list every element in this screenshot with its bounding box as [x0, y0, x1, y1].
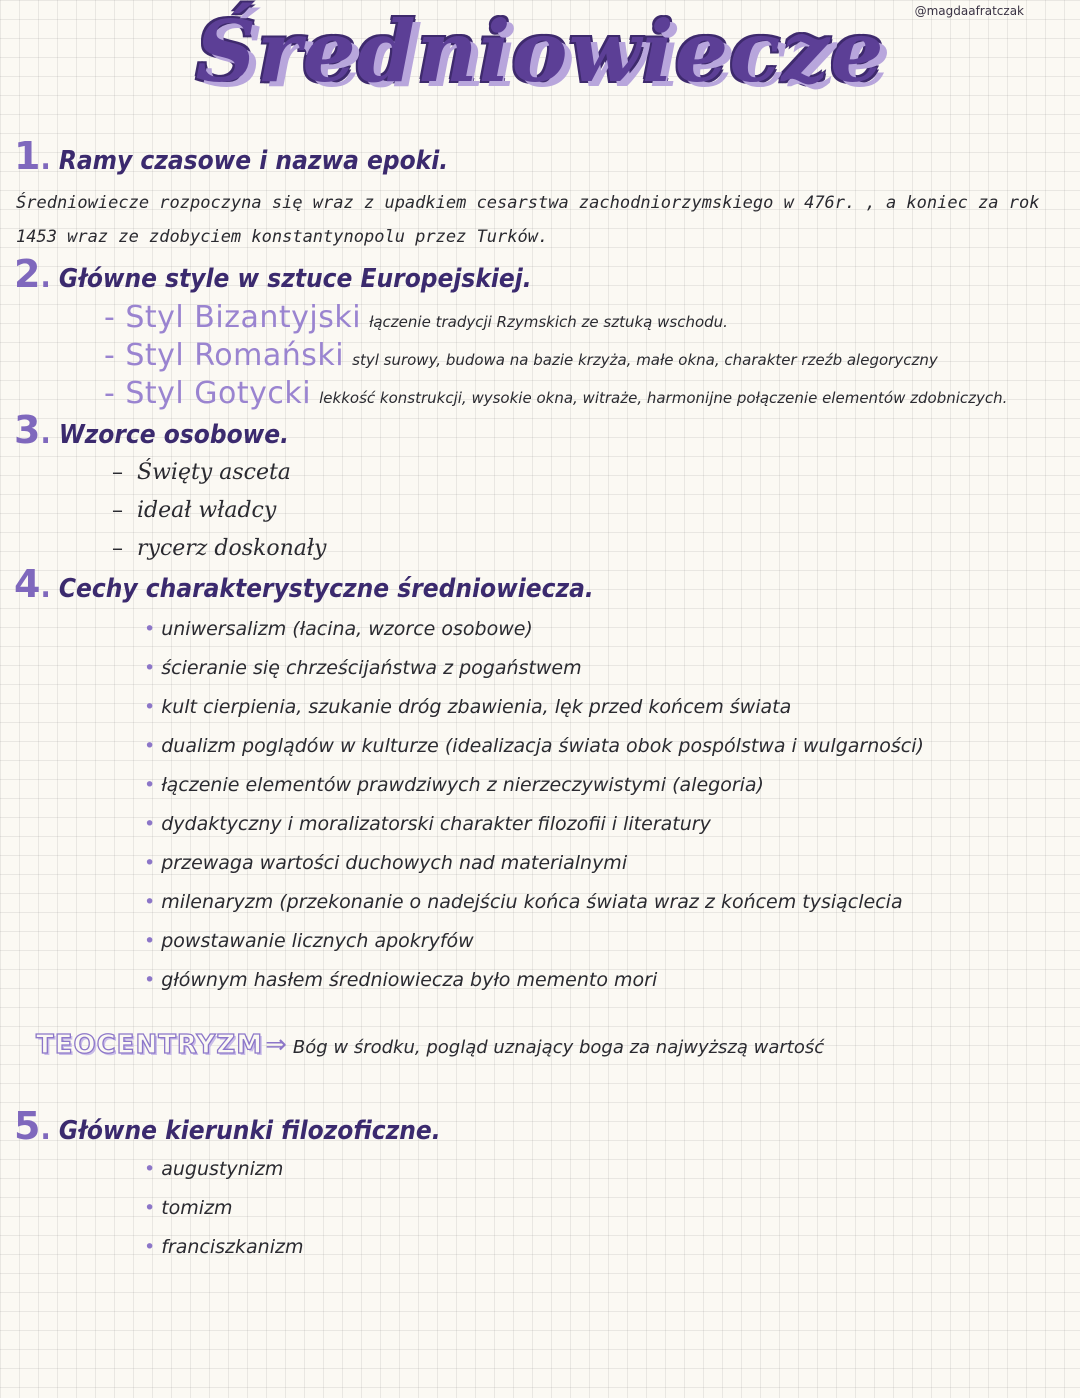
list-item: • dualizm poglądów w kulturze (idealizacja świata obok pospólstwa i wulgarności)	[144, 727, 924, 766]
list-item: – Święty asceta	[112, 454, 326, 492]
author-handle: @magdaafratczak	[914, 4, 1024, 18]
list-item: • uniwersalizm (łacina, wzorce osobowe)	[144, 610, 924, 649]
list-item: • ścieranie się chrześcijaństwa z pogaństwem	[144, 649, 924, 688]
section-1-dot: .	[40, 142, 51, 177]
arrow-right-icon: ⇒	[265, 1030, 287, 1060]
list-item: • łączenie elementów prawdziwych z nierzeczywistymi (alegoria)	[144, 766, 924, 805]
section-4-number: 4	[14, 562, 41, 606]
section-1-title: Ramy czasowe i nazwa epoki.	[58, 146, 449, 176]
section-4-heading	[14, 562, 594, 606]
style-desc: styl surowy, budowa na bazie krzyża, małe okna, charakter rzeźb alegoryczny	[352, 351, 938, 369]
section-1-number: 1	[14, 134, 41, 178]
style-row-gotycki	[104, 376, 1007, 411]
section-1-line-1: Średniowiecze rozpoczyna się wraz z upadkiem cesarstwa zachodniorzymskiego w 476r. , a koniec za rok	[16, 193, 1040, 213]
list-item: • powstawanie licznych apokryfów	[144, 922, 924, 961]
list-item: – ideał władcy	[112, 492, 326, 530]
style-row-romanski	[104, 338, 938, 373]
list-item: • przewaga wartości duchowych nad materialnymi	[144, 844, 924, 883]
teocentryzm-note	[36, 1030, 824, 1060]
list-item: • milenaryzm (przekonanie o nadejściu końca świata wraz z końcem tysiąclecia	[144, 883, 924, 922]
style-desc: łączenie tradycji Rzymskich ze sztuką wschodu.	[369, 313, 728, 331]
section-3-dot: .	[40, 416, 51, 451]
list-item: • tomizm	[144, 1189, 303, 1228]
list-item: • głównym hasłem średniowiecza było memento mori	[144, 961, 924, 1000]
section-4-dot: .	[40, 570, 51, 605]
section-2-title: Główne style w sztuce Europejskiej.	[58, 264, 532, 294]
section-5-dot: .	[40, 1112, 51, 1147]
section-3-heading	[14, 408, 289, 452]
teocentryzm-badge: TEOCENTRYZM	[36, 1030, 264, 1060]
list-item: • kult cierpienia, szukanie dróg zbawienia, lęk przed końcem świata	[144, 688, 924, 727]
section-5-title: Główne kierunki filozoficzne.	[58, 1116, 441, 1146]
page-title: Średniowiecze	[195, 2, 885, 101]
section-4-title: Cechy charakterystyczne średniowiecza.	[58, 574, 594, 604]
list-item: • dydaktyczny i moralizatorski charakter filozofii i literatury	[144, 805, 924, 844]
section-2-heading	[14, 252, 532, 296]
philosophy-list	[144, 1150, 303, 1267]
list-item: • franciszkanizm	[144, 1228, 303, 1267]
section-1-heading	[14, 134, 448, 178]
characteristics-list	[144, 610, 924, 1000]
section-5-number: 5	[14, 1104, 41, 1148]
list-item: • augustynizm	[144, 1150, 303, 1189]
style-name: - Styl Bizantyjski	[104, 300, 362, 335]
section-5-heading	[14, 1104, 441, 1148]
list-item: – rycerz doskonały	[112, 530, 326, 568]
style-row-bizantyjski	[104, 300, 728, 335]
section-2-number: 2	[14, 252, 41, 296]
role-models-list	[112, 454, 326, 568]
style-desc: lekkość konstrukcji, wysokie okna, witraże, harmonijne połączenie elementów zdobniczych.	[319, 389, 1008, 407]
teocentryzm-desc: Bóg w środku, pogląd uznający boga za najwyższą wartość	[292, 1037, 825, 1058]
style-name: - Styl Romański	[104, 338, 345, 373]
section-1-line-2: 1453 wraz ze zdobyciem konstantynopolu przez Turków.	[16, 227, 549, 247]
style-name: - Styl Gotycki	[104, 376, 312, 411]
section-3-number: 3	[14, 408, 41, 452]
section-2-dot: .	[40, 260, 51, 295]
section-3-title: Wzorce osobowe.	[58, 420, 290, 450]
section-1-text	[16, 186, 1056, 254]
